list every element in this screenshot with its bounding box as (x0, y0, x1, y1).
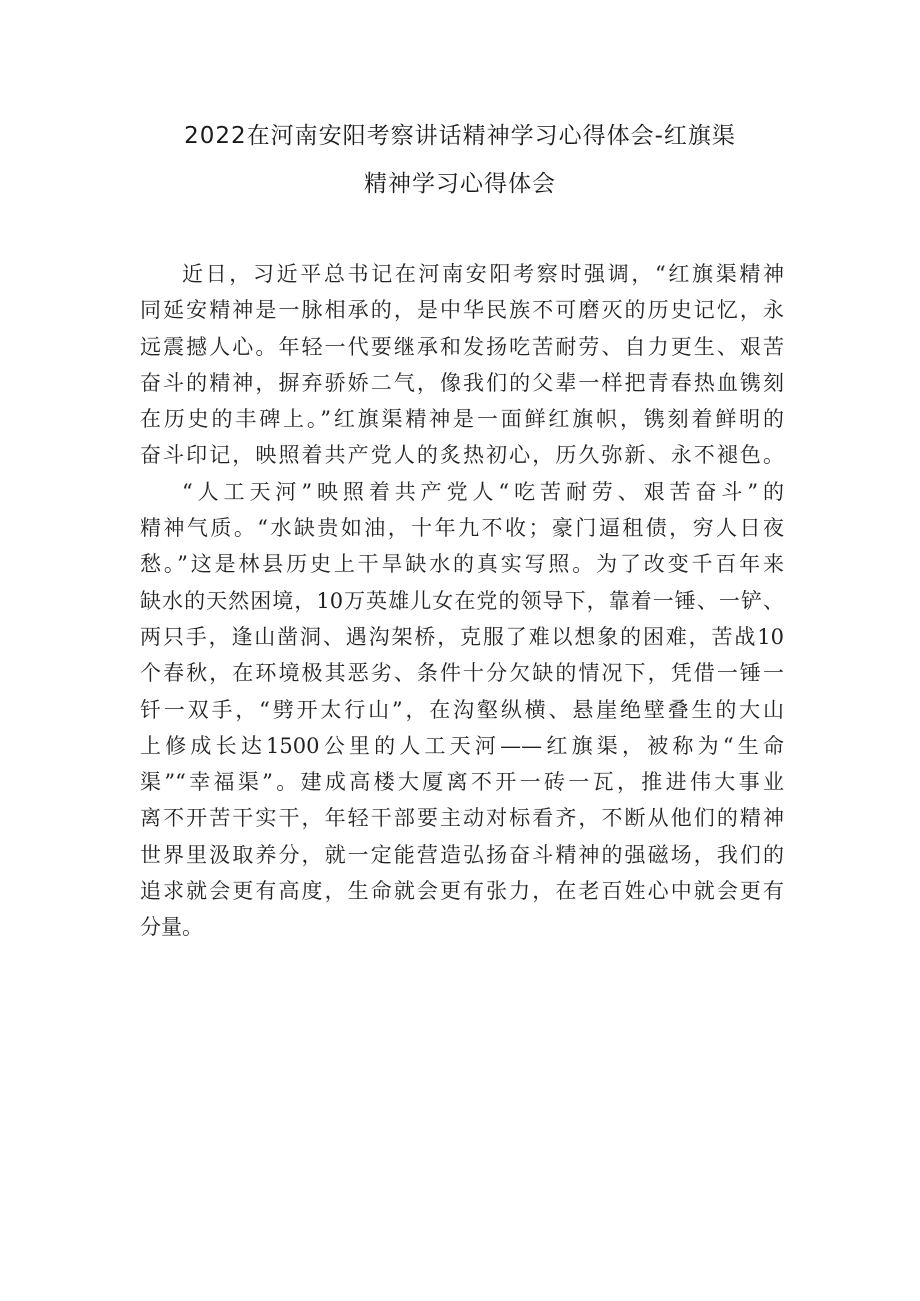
paragraph-2 (140, 474, 784, 946)
paragraph-line: 个春秋，在环境极其恶劣、条件十分欠缺的情况下，凭借一锤一 (140, 661, 784, 686)
paragraph-line: 两只手，逢山凿洞、遇沟架桥，克服了难以想象的困难，苦战10 (140, 624, 784, 649)
paragraph-line: 离不开苦干实干，年轻干部要主动对标看齐，不断从他们的精神 (140, 806, 784, 831)
paragraph-line: 同延安精神是一脉相承的，是中华民族不可磨灭的历史记忆，永 (140, 298, 784, 323)
paragraph-line: 分量。 (140, 915, 203, 940)
paragraph-line: 追求就会更有高度，生命就会更有张力，在老百姓心中就会更有 (140, 879, 784, 904)
paragraph-line: 愁。”这是林县历史上干旱缺水的真实写照。为了改变千百年来 (140, 552, 784, 577)
document-title (100, 112, 820, 208)
document-body (140, 256, 784, 946)
paragraph-line: 缺水的天然困境，10万英雄儿女在党的领导下，靠着一锤、一铲、 (140, 588, 784, 613)
paragraph-line: 在历史的丰碑上。”红旗渠精神是一面鲜红旗帜，镌刻着鲜明的 (140, 407, 784, 432)
title-line-2: 精神学习心得体会 (364, 171, 556, 197)
paragraph-line: 钎一双手，“劈开太行山”，在沟壑纵横、悬崖绝壁叠生的大山 (140, 697, 784, 722)
paragraph-1 (140, 256, 784, 474)
paragraph-line: “人工天河”映照着共产党人“吃苦耐劳、艰苦奋斗”的 (182, 479, 784, 504)
paragraph-line: 精神气质。“水缺贵如油，十年九不收；豪门逼租债，穷人日夜 (140, 516, 784, 541)
paragraph-line: 奋斗印记，映照着共产党人的炙热初心，历久弥新、永不褪色。 (140, 443, 784, 468)
paragraph-line: 世界里汲取养分，就一定能营造弘扬奋斗精神的强磁场，我们的 (140, 842, 784, 867)
paragraph-line: 上修成长达1500公里的人工天河——红旗渠，被称为“生命 (140, 733, 784, 758)
paragraph-line: 渠”“幸福渠”。建成高楼大厦离不开一砖一瓦，推进伟大事业 (140, 770, 784, 795)
title-line-1: 2022在河南安阳考察讲话精神学习心得体会-红旗渠 (184, 123, 736, 149)
paragraph-line: 远震撼人心。年轻一代要继承和发扬吃苦耐劳、自力更生、艰苦 (140, 334, 784, 359)
paragraph-line: 近日，习近平总书记在河南安阳考察时强调，“红旗渠精神 (182, 262, 784, 286)
paragraph-line: 奋斗的精神，摒弃骄娇二气，像我们的父辈一样把青春热血镌刻 (140, 370, 784, 395)
